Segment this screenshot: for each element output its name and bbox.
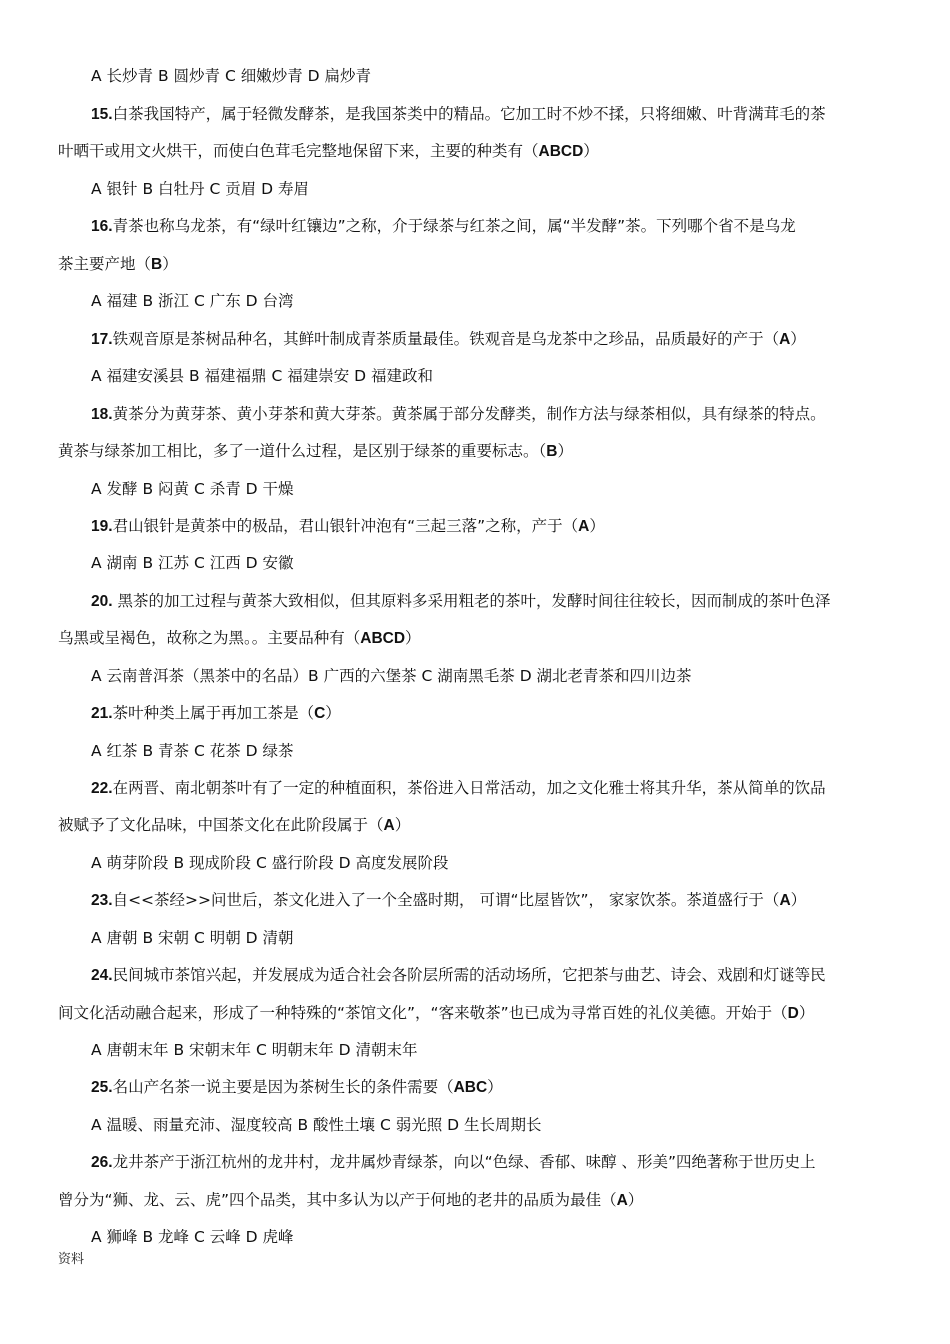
question-21: 21.茶叶种类上属于再加工茶是（C） <box>91 704 341 722</box>
answer-key: A <box>779 892 791 909</box>
question-number: 15. <box>91 106 113 123</box>
question-number: 24. <box>91 967 113 984</box>
question-23: 23.自<<茶经>>问世后，茶文化进入了一个全盛时期， 可谓“比屋皆饮”， 家家饮茶。茶道盛行于（A） <box>91 891 807 909</box>
question-16-cont: 茶主要产地（B） <box>58 255 178 273</box>
question-number: 17. <box>91 331 113 348</box>
question-18: 18.黄茶分为黄芽茶、黄小芽茶和黄大芽茶。黄茶属于部分发酵类，制作方法与绿茶相似，具有绿茶的特点。 <box>91 405 826 423</box>
question-22: 22.在两晋、南北朝茶叶有了一定的种植面积，茶俗进入日常活动，加之文化雅士将其升华，茶从简单的饮品 <box>91 779 826 797</box>
answer-key: A <box>616 1192 628 1209</box>
question-26-cont: 曾分为“狮、龙、云、虎”四个品类，其中多认为以产于何地的老井的品质为最佳（A） <box>58 1191 644 1209</box>
options-line: A 发酵 B 闷黄 C 杀青 D 干燥 <box>91 480 294 498</box>
question-number: 21. <box>91 705 113 722</box>
question-17: 17.铁观音原是茶树品种名，其鲜叶制成青茶质量最佳。铁观音是乌龙茶中之珍品，品质最好的产于（A） <box>91 330 806 348</box>
answer-key: A <box>779 331 791 348</box>
options-line: A 云南普洱茶（黑茶中的名品）B 广西的六堡茶 C 湖南黑毛茶 D 湖北老青茶和四川边茶 <box>91 667 692 685</box>
question-20-cont: 乌黑或呈褐色，故称之为黑。。主要品种有（ABCD） <box>58 629 421 647</box>
question-number: 23. <box>91 892 113 909</box>
question-number: 25. <box>91 1079 113 1096</box>
question-number: 19. <box>91 518 113 535</box>
options-line: A 唐朝末年 B 宋朝末年 C 明朝末年 D 清朝末年 <box>91 1041 418 1059</box>
question-22-cont: 被赋予了文化品味，中国茶文化在此阶段属于（A） <box>58 816 411 834</box>
question-15: 15.白茶我国特产，属于轻微发酵茶，是我国茶类中的精品。它加工时不炒不揉，只将细嫩、叶背满茸毛的茶 <box>91 105 826 123</box>
options-line: A 红茶 B 青茶 C 花茶 D 绿茶 <box>91 742 294 760</box>
page-footer: 资料 <box>58 1252 85 1267</box>
question-16: 16.青茶也称乌龙茶，有“绿叶红镶边”之称，介于绿茶与红茶之间，属“半发酵”茶。下列哪个省不是乌龙 <box>91 217 796 235</box>
answer-key: B <box>151 256 163 273</box>
question-19: 19.君山银针是黄茶中的极品，君山银针冲泡有“三起三落”之称，产于（A） <box>91 517 605 535</box>
question-number: 18. <box>91 406 113 423</box>
options-line: A 银针 B 白牡丹 C 贡眉 D 寿眉 <box>91 180 309 198</box>
answer-key: ABCD <box>360 630 406 647</box>
options-line: A 长炒青 B 圆炒青 C 细嫩炒青 D 扁炒青 <box>91 67 371 85</box>
options-line: A 唐朝 B 宋朝 C 明朝 D 清朝 <box>91 929 294 947</box>
question-number: 22. <box>91 780 113 797</box>
question-26: 26.龙井茶产于浙江杭州的龙井村，龙井属炒青绿茶，向以“色绿、香郁、味醇 、形美”四绝著称于世历史上 <box>91 1153 816 1171</box>
answer-key: C <box>314 705 326 722</box>
question-24-cont: 间文化活动融合起来，形成了一种特殊的“茶馆文化”，“客来敬茶”也已成为寻常百姓的礼仪美德。开始于（D） <box>58 1004 815 1022</box>
question-24: 24.民间城市茶馆兴起，并发展成为适合社会各阶层所需的活动场所，它把茶与曲艺、诗会、戏剧和灯谜等民 <box>91 966 826 984</box>
question-25: 25.名山产名茶一说主要是因为茶树生长的条件需要（ABC） <box>91 1078 503 1096</box>
answer-key: D <box>787 1005 799 1022</box>
answer-key: A <box>578 518 590 535</box>
options-line: A 福建 B 浙江 C 广东 D 台湾 <box>91 292 294 310</box>
options-line: A 湖南 B 江苏 C 江西 D 安徽 <box>91 554 294 572</box>
options-line: A 狮峰 B 龙峰 C 云峰 D 虎峰 <box>91 1228 294 1246</box>
question-number: 20. <box>91 593 113 610</box>
answer-key: ABCD <box>538 143 584 160</box>
question-18-cont: 黄茶与绿茶加工相比，多了一道什么过程，是区别于绿茶的重要标志。（B） <box>58 442 573 460</box>
answer-key: B <box>546 443 558 460</box>
question-number: 16. <box>91 218 113 235</box>
options-line: A 福建安溪县 B 福建福鼎 C 福建崇安 D 福建政和 <box>91 367 433 385</box>
answer-key: ABC <box>453 1079 488 1096</box>
answer-key: A <box>383 817 395 834</box>
question-15-cont: 叶晒干或用文火烘干，而使白色茸毛完整地保留下来，主要的种类有（ABCD） <box>58 142 599 160</box>
options-line: A 萌芽阶段 B 现成阶段 C 盛行阶段 D 高度发展阶段 <box>91 854 449 872</box>
question-20: 20. 黑茶的加工过程与黄茶大致相似，但其原料多采用粗老的茶叶，发酵时间往往较长，因而制成的茶叶色泽 <box>91 592 831 610</box>
question-number: 26. <box>91 1154 113 1171</box>
options-line: A 温暖、雨量充沛、湿度较高 B 酸性土壤 C 弱光照 D 生长周期长 <box>91 1116 542 1134</box>
